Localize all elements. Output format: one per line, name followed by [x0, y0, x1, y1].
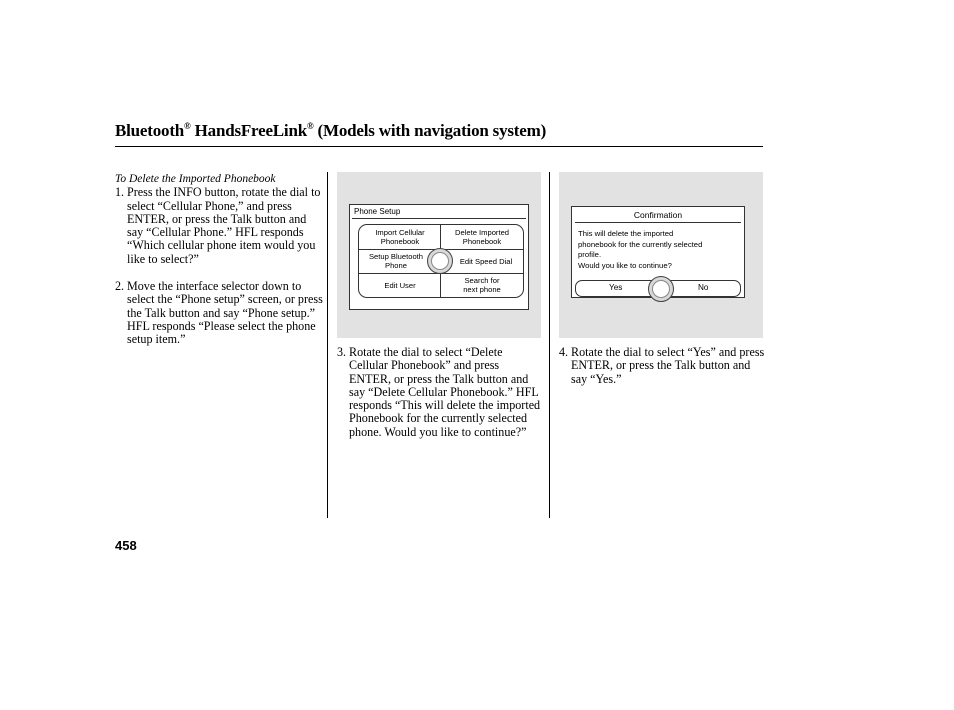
- menu-item-delete-imported-phonebook[interactable]: [441, 225, 523, 249]
- menu-label: Import Cellular: [375, 228, 425, 237]
- step-number: 1.: [115, 185, 125, 200]
- no-button[interactable]: No: [698, 283, 709, 292]
- selector-dial-icon: [427, 248, 453, 274]
- page-title: [115, 121, 546, 141]
- column-3: [559, 346, 765, 386]
- step-4: [559, 346, 765, 386]
- menu-label: Phonebook: [380, 237, 420, 246]
- step-text: Rotate the dial to select “Yes” and press ENTER, or press the Talk button and say “Yes.”: [571, 345, 765, 386]
- menu-item-setup-bluetooth-phone[interactable]: [358, 249, 437, 273]
- step-text: Move the interface selector down to select the “Phone setup” screen, or press the Talk button and say “Phone setup.” HFL responds “Please select the phone setup item.”: [127, 279, 323, 347]
- menu-label: Phonebook: [462, 237, 502, 246]
- column-divider: [327, 172, 328, 518]
- step-1: [115, 186, 325, 266]
- confirmation-screen: [571, 206, 745, 298]
- title-handsfreelink: HandsFreeLink: [190, 121, 307, 140]
- registered-mark: ®: [184, 121, 191, 131]
- yes-button[interactable]: Yes: [609, 283, 623, 292]
- menu-item-edit-speed-dial[interactable]: [445, 249, 524, 273]
- phone-setup-figure: [337, 172, 541, 338]
- step-number: 3.: [337, 345, 347, 359]
- screen-rule: [575, 222, 741, 223]
- confirmation-message: This will delete the imported phonebook for the currently selected profile. Would you like to continue?: [578, 229, 703, 270]
- menu-item-import-cellular-phonebook[interactable]: [359, 225, 441, 249]
- step-number: 4.: [559, 345, 569, 359]
- phone-setup-screen: [349, 204, 529, 310]
- section-subheading: To Delete the Imported Phonebook: [115, 173, 276, 185]
- registered-mark: ®: [306, 121, 314, 131]
- menu-item-edit-user[interactable]: [359, 273, 441, 297]
- step-3: [337, 346, 543, 439]
- step-2: [115, 280, 325, 346]
- menu-label: Edit Speed Dial: [459, 256, 513, 266]
- column-divider: [549, 172, 550, 518]
- page-number: 458: [115, 538, 137, 553]
- menu-label: next phone: [463, 285, 501, 294]
- screen-rule: [352, 218, 526, 219]
- confirmation-figure: [559, 172, 763, 338]
- step-number: 2.: [115, 279, 125, 294]
- step-text: Rotate the dial to select “Delete Cellular Phonebook” and press ENTER, or press the Talk button and say “Delete Cellular Phonebook.” HFL responds “This will delete the imported Phonebook for the currently selected phone. Would you like to continue?”: [349, 345, 541, 439]
- column-2: [337, 346, 543, 439]
- menu-label: Search for: [464, 276, 500, 285]
- menu-label: Setup Bluetooth: [368, 252, 424, 261]
- menu-item-search-next-phone[interactable]: [441, 273, 523, 297]
- menu-label: Delete Imported: [454, 228, 510, 237]
- screen-title: Confirmation: [633, 210, 683, 220]
- title-bluetooth: Bluetooth: [115, 121, 185, 140]
- menu-label: Edit User: [384, 280, 416, 290]
- menu-label: Phone: [385, 261, 407, 270]
- header-rule: [115, 146, 763, 147]
- step-text: Press the INFO button, rotate the dial to select “Cellular Phone,” and press ENTER, or press the Talk button and say “Cellular Phone.” HFL responds “Which cellular phone item would you like to select?”: [127, 185, 321, 266]
- selector-dial-icon: [648, 276, 674, 302]
- title-models: (Models with navigation system): [313, 121, 547, 140]
- screen-title: Phone Setup: [354, 207, 401, 216]
- column-1: [115, 173, 325, 347]
